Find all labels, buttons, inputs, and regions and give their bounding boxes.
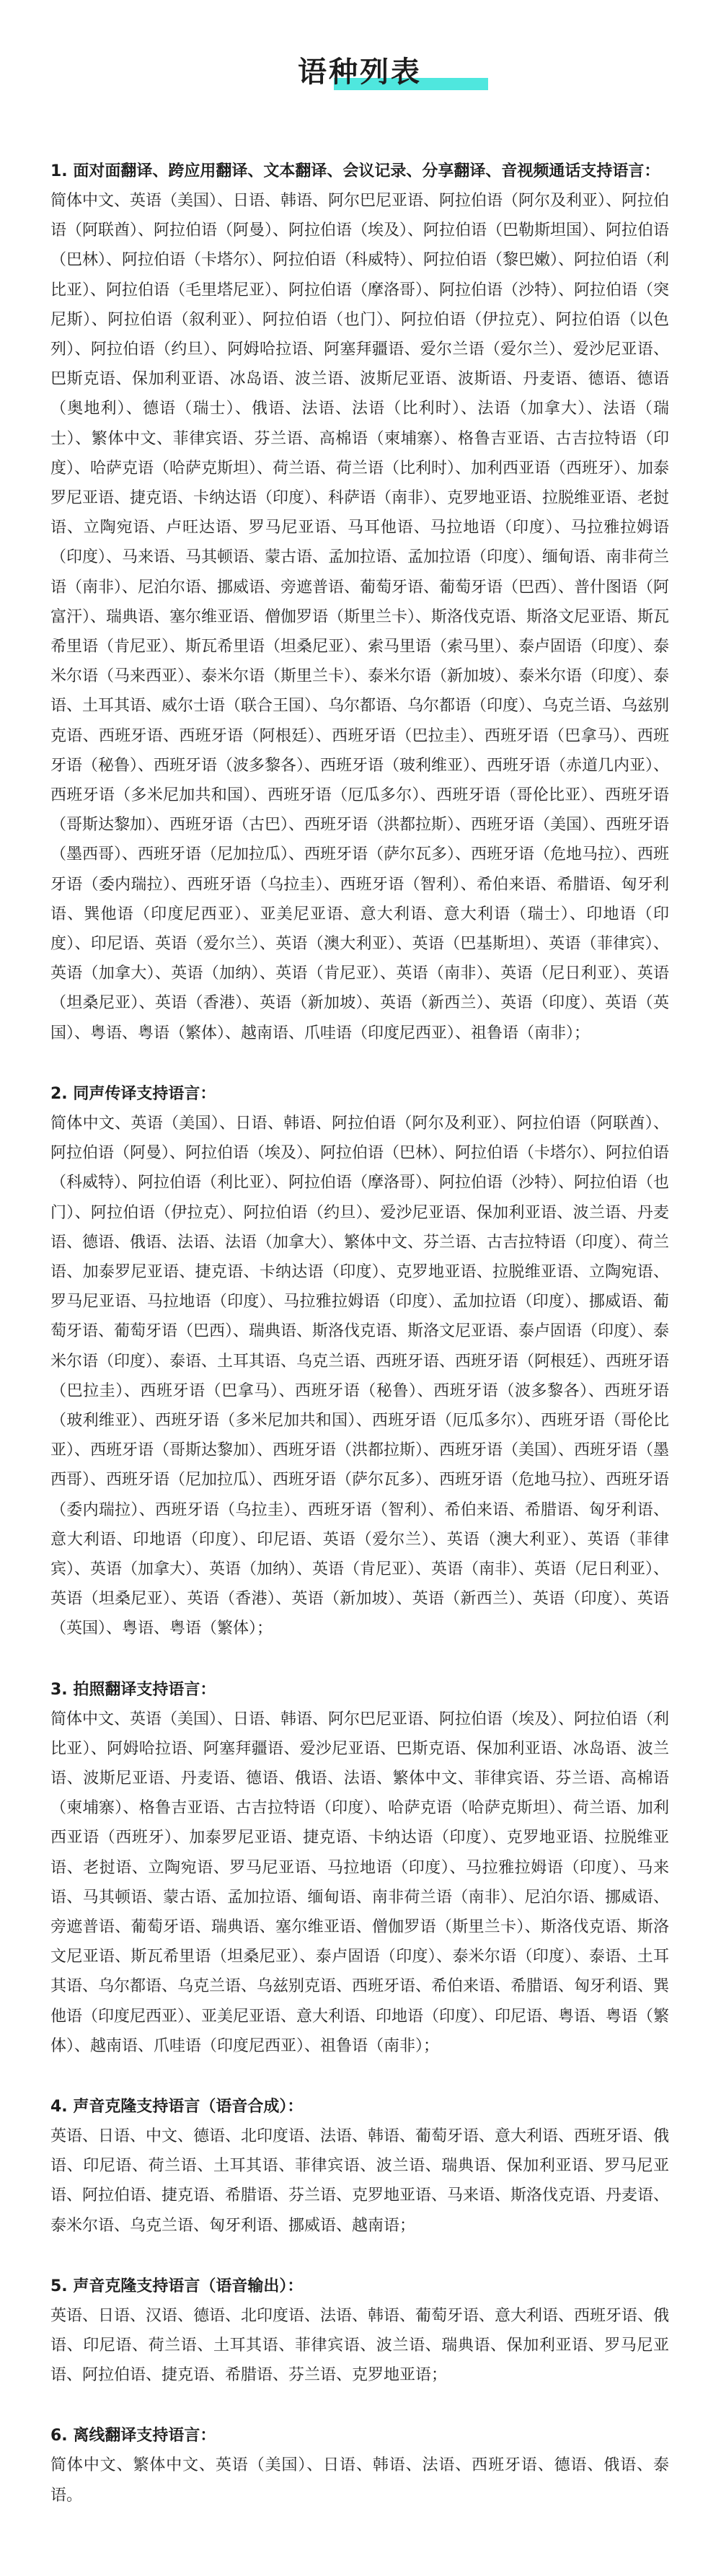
language-sections — [50, 157, 669, 2541]
section-offline-translation — [50, 2421, 669, 2510]
section-language-list: 英语、日语、中文、德语、北印度语、法语、韩语、葡萄牙语、意大利语、西班牙语、俄语、印尼语、荷兰语、土耳其语、菲律宾语、波兰语、瑞典语、保加利亚语、罗马尼亚语、阿拉伯语、捷克语、希腊语、芬兰语、克罗地亚语、马来语、斯洛伐克语、丹麦语、泰米尔语、乌克兰语、匈牙利语、挪威语、越南语； — [50, 2127, 670, 2235]
section-language-list: 英语、日语、汉语、德语、北印度语、法语、韩语、葡萄牙语、意大利语、西班牙语、俄语、印尼语、荷兰语、土耳其语、菲律宾语、波兰语、瑞典语、保加利亚语、罗马尼亚语、阿拉伯语、捷克语、希腊语、芬兰语、克罗地亚语； — [50, 2306, 670, 2385]
section-language-list: 简体中文、英语（美国）、日语、韩语、阿拉伯语（阿尔及利亚）、阿拉伯语（阿联酋）、阿拉伯语（阿曼）、阿拉伯语（埃及）、阿拉伯语（巴林）、阿拉伯语（卡塔尔）、阿拉伯语（科威特）、阿拉伯语（利比亚）、阿拉伯语（摩洛哥）、阿拉伯语（沙特）、阿拉伯语（也门）、阿拉伯语（伊拉克）、阿拉伯语（约旦）、爱沙尼亚语、保加利亚语、波兰语、丹麦语、德语、俄语、法语、法语（加拿大）、繁体中文、芬兰语、古吉拉特语（印度）、荷兰语、加泰罗尼亚语、捷克语、卡纳达语（印度）、克罗地亚语、拉脱维亚语、立陶宛语、罗马尼亚语、马拉地语（印度）、马拉雅拉姆语（印度）、孟加拉语（印度）、挪威语、葡萄牙语、葡萄牙语（巴西）、瑞典语、斯洛伐克语、斯洛文尼亚语、泰卢固语（印度）、泰米尔语（印度）、泰语、土耳其语、乌克兰语、西班牙语、西班牙语（阿根廷）、西班牙语（巴拉圭）、西班牙语（巴拿马）、西班牙语（秘鲁）、西班牙语（波多黎各）、西班牙语（玻利维亚）、西班牙语（多米尼加共和国）、西班牙语（厄瓜多尔）、西班牙语（哥伦比亚）、西班牙语（哥斯达黎加）、西班牙语（洪都拉斯）、西班牙语（美国）、西班牙语（墨西哥）、西班牙语（尼加拉瓜）、西班牙语（萨尔瓦多）、西班牙语（危地马拉）、西班牙语（委内瑞拉）、西班牙语（乌拉圭）、西班牙语（智利）、希伯来语、希腊语、匈牙利语、意大利语、印地语（印度）、印尼语、英语（爱尔兰）、英语（澳大利亚）、英语（菲律宾）、英语（加拿大）、英语（加纳）、英语（肯尼亚）、英语（南非）、英语（尼日利亚）、英语（坦桑尼亚）、英语（香港）、英语（新加坡）、英语（新西兰）、英语（印度）、英语（英国）、粤语、粤语（繁体）； — [50, 1114, 670, 1638]
section-heading: 3. 拍照翻译支持语言： — [50, 1680, 216, 1699]
section-voice-clone-synthesis — [50, 2092, 669, 2241]
page-title: 语种列表 — [298, 56, 422, 89]
section-heading: 5. 声音克隆支持语言（语音输出）： — [50, 2277, 304, 2295]
section-face-to-face-translation — [50, 157, 669, 1048]
section-language-list: 简体中文、英语（美国）、日语、韩语、阿尔巴尼亚语、阿拉伯语（埃及）、阿拉伯语（利比亚）、阿姆哈拉语、阿塞拜疆语、爱沙尼亚语、巴斯克语、保加利亚语、冰岛语、波兰语、波斯尼亚语、丹麦语、德语、俄语、法语、繁体中文、菲律宾语、芬兰语、高棉语（柬埔寨）、格鲁吉亚语、古吉拉特语（印度）、哈萨克语（哈萨克斯坦）、荷兰语、加利西亚语（西班牙）、加泰罗尼亚语、捷克语、卡纳达语（印度）、克罗地亚语、拉脱维亚语、老挝语、立陶宛语、罗马尼亚语、马拉地语（印度）、马拉雅拉姆语（印度）、马来语、马其顿语、蒙古语、孟加拉语、缅甸语、南非荷兰语（南非）、尼泊尔语、挪威语、旁遮普语、葡萄牙语、瑞典语、塞尔维亚语、僧伽罗语（斯里兰卡）、斯洛伐克语、斯洛文尼亚语、斯瓦希里语（坦桑尼亚）、泰卢固语（印度）、泰米尔语（印度）、泰语、土耳其语、乌尔都语、乌克兰语、乌兹别克语、西班牙语、希伯来语、希腊语、匈牙利语、巽他语（印度尼西亚）、亚美尼亚语、意大利语、印地语（印度）、印尼语、粤语、粤语（繁体）、越南语、爪哇语（印度尼西亚）、祖鲁语（南非）； — [50, 1710, 670, 2055]
section-heading: 6. 离线翻译支持语言： — [50, 2427, 216, 2445]
section-heading: 1. 面对面翻译、跨应用翻译、文本翻译、会议记录、分享翻译、音视频通话支持语言： — [50, 162, 660, 180]
section-language-list: 简体中文、繁体中文、英语（美国）、日语、韩语、法语、西班牙语、德语、俄语、泰语。 — [50, 2456, 669, 2505]
section-heading: 2. 同声传译支持语言： — [50, 1084, 216, 1103]
section-photo-translation — [50, 1675, 669, 2061]
section-heading: 4. 声音克隆支持语言（语音合成）： — [50, 2097, 304, 2116]
section-language-list: 简体中文、英语（美国）、日语、韩语、阿尔巴尼亚语、阿拉伯语（阿尔及利亚）、阿拉伯语（阿联酋）、阿拉伯语（阿曼）、阿拉伯语（埃及）、阿拉伯语（巴勒斯坦国）、阿拉伯语（巴林）、阿拉伯语（卡塔尔）、阿拉伯语（科威特）、阿拉伯语（黎巴嫩）、阿拉伯语（利比亚）、阿拉伯语（毛里塔尼亚）、阿拉伯语（摩洛哥）、阿拉伯语（沙特）、阿拉伯语（突尼斯）、阿拉伯语（叙利亚）、阿拉伯语（也门）、阿拉伯语（伊拉克）、阿拉伯语（以色列）、阿拉伯语（约旦）、阿姆哈拉语、阿塞拜疆语、爱尔兰语（爱尔兰）、爱沙尼亚语、巴斯克语、保加利亚语、冰岛语、波兰语、波斯尼亚语、波斯语、丹麦语、德语、德语（奥地利）、德语（瑞士）、俄语、法语、法语（比利时）、法语（加拿大）、法语（瑞士）、繁体中文、菲律宾语、芬兰语、高棉语（柬埔寨）、格鲁吉亚语、古吉拉特语（印度）、哈萨克语（哈萨克斯坦）、荷兰语、荷兰语（比利时）、加利西亚语（西班牙）、加泰罗尼亚语、捷克语、卡纳达语（印度）、科萨语（南非）、克罗地亚语、拉脱维亚语、老挝语、立陶宛语、卢旺达语、罗马尼亚语、马耳他语、马拉地语（印度）、马拉雅拉姆语（印度）、马来语、马其顿语、蒙古语、孟加拉语、孟加拉语（印度）、缅甸语、南非荷兰语（南非）、尼泊尔语、挪威语、旁遮普语、葡萄牙语、葡萄牙语（巴西）、普什图语（阿富汗）、瑞典语、塞尔维亚语、僧伽罗语（斯里兰卡）、斯洛伐克语、斯洛文尼亚语、斯瓦希里语（肯尼亚）、斯瓦希里语（坦桑尼亚）、索马里语（索马里）、泰卢固语（印度）、泰米尔语（马来西亚）、泰米尔语（斯里兰卡）、泰米尔语（新加坡）、泰米尔语（印度）、泰语、土耳其语、威尔士语（联合王国）、乌尔都语、乌尔都语（印度）、乌克兰语、乌兹别克语、西班牙语、西班牙语（阿根廷）、西班牙语（巴拉圭）、西班牙语（巴拿马）、西班牙语（秘鲁）、西班牙语（波多黎各）、西班牙语（玻利维亚）、西班牙语（赤道几内亚）、西班牙语（多米尼加共和国）、西班牙语（厄瓜多尔）、西班牙语（哥伦比亚）、西班牙语（哥斯达黎加）、西班牙语（古巴）、西班牙语（洪都拉斯）、西班牙语（美国）、西班牙语（墨西哥）、西班牙语（尼加拉瓜）、西班牙语（萨尔瓦多）、西班牙语（危地马拉）、西班牙语（委内瑞拉）、西班牙语（乌拉圭）、西班牙语（智利）、希伯来语、希腊语、匈牙利语、巽他语（印度尼西亚）、亚美尼亚语、意大利语、意大利语（瑞士）、印地语（印度）、印尼语、英语（爱尔兰）、英语（澳大利亚）、英语（巴基斯坦）、英语（菲律宾）、英语（加拿大）、英语（加纳）、英语（肯尼亚）、英语（南非）、英语（尼日利亚）、英语（坦桑尼亚）、英语（香港）、英语（新加坡）、英语（新西兰）、英语（印度）、英语（英国）、粤语、粤语（繁体）、越南语、爪哇语（印度尼西亚）、祖鲁语（南非）； — [50, 192, 670, 1042]
title-area — [50, 0, 669, 89]
section-voice-clone-output — [50, 2272, 669, 2391]
section-simultaneous-interpretation — [50, 1079, 669, 1644]
